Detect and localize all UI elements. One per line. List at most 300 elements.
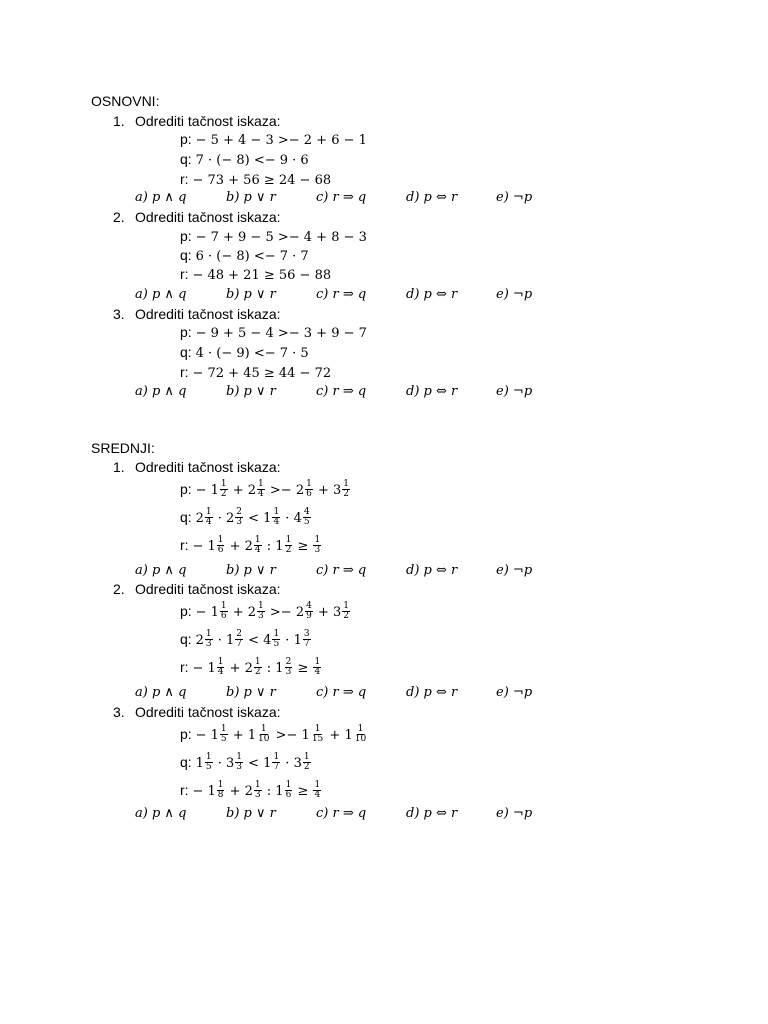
option-b: [226, 806, 276, 821]
fraction-denominator: 5: [273, 638, 280, 649]
statement-q: q: 7 · (− 8) <− 9 · 6: [180, 151, 309, 168]
option-part: ∧: [160, 190, 179, 205]
fraction-denominator: 6: [217, 544, 224, 555]
option-part: r: [451, 190, 458, 205]
fraction-denominator: 4: [217, 666, 224, 677]
fraction-numerator: 1: [260, 723, 267, 734]
fraction-denominator: 4: [205, 516, 212, 527]
option-part: ¬: [512, 685, 524, 700]
fraction-denominator: 4: [254, 544, 261, 555]
option-part: p: [423, 384, 432, 399]
option-part: ⇔: [431, 287, 452, 302]
option-part: ∧: [160, 806, 179, 821]
option-b: [226, 287, 276, 302]
fraction-numerator: 1: [220, 723, 227, 734]
fraction: [235, 508, 243, 527]
option-c: [316, 287, 366, 302]
fraction-denominator: 6: [306, 488, 312, 499]
fraction-denominator: 15: [311, 733, 324, 744]
option-a: [135, 685, 186, 700]
option-part: c): [316, 287, 329, 302]
fraction: [217, 536, 225, 555]
math-term: − 1: [195, 728, 219, 743]
option-part: e): [496, 287, 509, 302]
option-e: [496, 190, 532, 205]
fraction-denominator: 3: [236, 761, 242, 772]
option-part: p: [523, 190, 533, 205]
option-part: ∨: [251, 685, 270, 700]
statement-label: p:: [180, 726, 192, 742]
option-part: a): [135, 190, 148, 205]
option-part: ⇒: [338, 190, 358, 205]
fraction-numerator: 1: [285, 779, 292, 790]
option-part: q: [178, 563, 187, 578]
fraction: [220, 725, 228, 744]
option-c: [316, 685, 366, 700]
option-part: d): [406, 806, 420, 821]
option-part: ∧: [160, 563, 179, 578]
option-part: ∧: [160, 685, 179, 700]
fraction-numerator: 1: [306, 478, 312, 489]
task-number: 3.: [113, 306, 125, 322]
option-a: [135, 287, 186, 302]
fraction: [254, 536, 262, 555]
math-term: − 1: [192, 784, 216, 799]
option-c: [316, 563, 366, 578]
fraction-numerator: 4: [306, 600, 312, 611]
fraction-denominator: 4: [273, 516, 280, 527]
option-part: ⇒: [338, 287, 358, 302]
fraction: [285, 658, 293, 677]
fraction: [313, 536, 321, 555]
option-part: p: [423, 190, 432, 205]
option-part: e): [496, 806, 509, 821]
option-part: p: [423, 287, 432, 302]
fraction-denominator: 7: [236, 638, 242, 649]
statement-q: [180, 507, 312, 527]
option-part: q: [178, 384, 187, 399]
option-part: ¬: [512, 806, 524, 821]
fraction-numerator: 1: [273, 751, 280, 762]
option-part: ∨: [251, 806, 270, 821]
math-term: · 1: [281, 633, 302, 648]
option-part: p: [523, 384, 533, 399]
fraction-numerator: 2: [285, 656, 292, 667]
option-part: r: [332, 806, 339, 821]
fraction-numerator: 1: [205, 628, 212, 639]
option-part: a): [135, 384, 148, 399]
fraction: [257, 725, 270, 744]
math-term: < 1: [244, 756, 272, 771]
option-d: [406, 685, 457, 700]
fraction-denominator: 5: [220, 733, 227, 744]
option-part: b): [226, 287, 240, 302]
fraction-numerator: 2: [236, 628, 242, 639]
section-title-osnovni: OSNOVNI:: [91, 93, 160, 109]
option-part: r: [332, 190, 339, 205]
fraction-denominator: 7: [303, 638, 310, 649]
statement-p: [180, 601, 351, 621]
math-term: : 1: [262, 784, 284, 799]
option-part: p: [243, 190, 252, 205]
option-part: c): [316, 190, 329, 205]
option-part: r: [451, 563, 458, 578]
fraction: [313, 658, 321, 677]
option-part: d): [406, 384, 420, 399]
option-part: p: [243, 806, 252, 821]
task-number: 1.: [113, 113, 125, 129]
section-title-srednji: SREDNJI:: [91, 440, 155, 456]
option-part: ⇒: [338, 806, 358, 821]
math-term: 2: [195, 633, 204, 648]
fraction-denominator: 3: [258, 610, 264, 621]
option-part: a): [135, 685, 148, 700]
math-term: + 3: [313, 605, 342, 620]
fraction-numerator: 2: [236, 506, 242, 517]
option-part: d): [406, 287, 420, 302]
math-term: · 4: [281, 511, 302, 526]
math-term: − 1: [195, 483, 219, 498]
option-b: [226, 384, 276, 399]
math-term: · 3: [281, 756, 302, 771]
statement-label: q:: [180, 509, 192, 525]
option-part: b): [226, 384, 240, 399]
fraction: [235, 630, 243, 649]
option-part: c): [316, 806, 329, 821]
task-title: Odrediti tačnost iskaza:: [135, 581, 281, 597]
fraction: [311, 725, 324, 744]
fraction-numerator: 1: [273, 506, 280, 517]
statement-p: [180, 479, 351, 499]
statement-label: r:: [180, 537, 189, 553]
fraction-numerator: 1: [220, 478, 227, 489]
task-title: Odrediti tačnost iskaza:: [135, 209, 281, 225]
option-part: ∧: [160, 287, 179, 302]
option-part: ⇒: [338, 563, 358, 578]
option-part: d): [406, 190, 420, 205]
fraction-numerator: 1: [258, 600, 264, 611]
option-part: ⇔: [431, 190, 452, 205]
math-term: >− 1: [271, 728, 310, 743]
option-a: [135, 806, 186, 821]
fraction: [254, 781, 262, 800]
option-part: d): [406, 685, 420, 700]
statement-p: [180, 724, 368, 744]
option-part: p: [243, 384, 252, 399]
math-term: : 1: [262, 539, 284, 554]
math-term: 2: [195, 511, 204, 526]
fraction: [303, 508, 311, 527]
option-part: p: [523, 685, 533, 700]
fraction-denominator: 2: [285, 544, 292, 555]
option-part: q: [357, 190, 367, 205]
option-part: d): [406, 563, 420, 578]
fraction-denominator: 10: [354, 733, 367, 744]
fraction-numerator: 1: [258, 478, 264, 489]
task-title: Odrediti tačnost iskaza:: [135, 704, 281, 720]
fraction: [285, 781, 293, 800]
option-part: p: [243, 563, 252, 578]
fraction-numerator: 1: [314, 779, 321, 790]
option-part: p: [423, 685, 432, 700]
option-e: [496, 685, 532, 700]
option-part: ⇔: [431, 563, 452, 578]
option-part: b): [226, 806, 240, 821]
fraction-denominator: 7: [273, 761, 280, 772]
statement-r: [180, 657, 322, 677]
option-part: ¬: [512, 563, 524, 578]
math-term: 1: [195, 756, 204, 771]
statement-r: r: − 48 + 21 ≥ 56 − 88: [180, 266, 332, 283]
fraction-numerator: 1: [254, 534, 261, 545]
task-title: Odrediti tačnost iskaza:: [135, 306, 281, 322]
option-b: [226, 563, 276, 578]
option-a: [135, 384, 186, 399]
math-term: + 2: [228, 605, 257, 620]
option-part: r: [451, 806, 458, 821]
fraction-numerator: 1: [357, 723, 364, 734]
option-d: [406, 563, 457, 578]
option-part: p: [151, 806, 161, 821]
fraction-numerator: 1: [343, 600, 350, 611]
fraction: [354, 725, 367, 744]
option-a: [135, 563, 186, 578]
fraction-numerator: 1: [205, 751, 212, 762]
fraction-numerator: 1: [217, 656, 224, 667]
statement-label: r:: [180, 782, 189, 798]
option-part: r: [332, 563, 339, 578]
fraction-numerator: 3: [303, 628, 310, 639]
option-part: a): [135, 563, 148, 578]
fraction-numerator: 1: [314, 656, 321, 667]
option-part: ⇒: [338, 685, 358, 700]
fraction-denominator: 3: [236, 516, 242, 527]
option-part: p: [243, 685, 252, 700]
fraction-denominator: 6: [285, 789, 292, 800]
option-part: r: [269, 287, 276, 302]
fraction-numerator: 4: [303, 506, 310, 517]
option-part: ⇔: [431, 384, 452, 399]
fraction: [205, 508, 213, 527]
fraction-denominator: 2: [343, 610, 350, 621]
statement-p: p: − 9 + 5 − 4 >− 3 + 9 − 7: [180, 324, 367, 341]
task-number: 3.: [113, 704, 125, 720]
option-part: q: [357, 287, 367, 302]
option-part: p: [523, 287, 533, 302]
task-number: 1.: [113, 459, 125, 475]
option-c: [316, 190, 366, 205]
option-part: e): [496, 685, 509, 700]
fraction: [272, 630, 280, 649]
fraction: [272, 753, 280, 772]
fraction-denominator: 4: [314, 789, 321, 800]
option-e: [496, 384, 532, 399]
fraction: [303, 753, 311, 772]
fraction: [257, 480, 265, 499]
option-b: [226, 685, 276, 700]
option-d: [406, 384, 457, 399]
math-term: − 1: [192, 661, 216, 676]
fraction-denominator: 9: [306, 610, 312, 621]
fraction: [205, 753, 213, 772]
fraction-denominator: 3: [254, 789, 261, 800]
math-term: + 2: [225, 661, 253, 676]
math-term: >− 2: [265, 605, 305, 620]
option-part: r: [451, 685, 458, 700]
fraction-denominator: 2: [254, 666, 261, 677]
option-part: p: [151, 190, 161, 205]
fraction: [254, 658, 262, 677]
fraction-numerator: 1: [220, 600, 227, 611]
math-term: + 2: [228, 483, 257, 498]
fraction-numerator: 1: [273, 628, 280, 639]
option-part: q: [178, 685, 187, 700]
fraction: [285, 536, 293, 555]
option-part: p: [523, 563, 533, 578]
fraction-numerator: 1: [217, 779, 224, 790]
option-a: [135, 190, 186, 205]
option-part: r: [269, 384, 276, 399]
fraction-denominator: 3: [205, 638, 212, 649]
fraction-denominator: 6: [220, 610, 227, 621]
math-term: + 2: [225, 784, 253, 799]
math-term: · 2: [213, 511, 235, 526]
option-part: b): [226, 563, 240, 578]
task-title: Odrediti tačnost iskaza:: [135, 113, 281, 129]
option-b: [226, 190, 276, 205]
option-part: ⇔: [431, 685, 452, 700]
fraction-denominator: 3: [314, 544, 321, 555]
statement-label: q:: [180, 754, 192, 770]
math-term: ≥: [293, 539, 313, 554]
statement-q: q: 4 · (− 9) <− 7 · 5: [180, 344, 309, 361]
math-term: + 1: [325, 728, 353, 743]
option-part: q: [357, 685, 367, 700]
fraction: [217, 781, 225, 800]
statement-r: r: − 72 + 45 ≥ 44 − 72: [180, 364, 332, 381]
option-part: q: [357, 563, 367, 578]
math-term: + 1: [228, 728, 257, 743]
option-part: b): [226, 190, 240, 205]
math-term: ≥: [293, 784, 313, 799]
option-part: p: [523, 806, 533, 821]
option-part: ∨: [251, 384, 270, 399]
fraction-numerator: 1: [254, 779, 261, 790]
option-part: ∨: [251, 190, 270, 205]
fraction-numerator: 1: [343, 478, 350, 489]
option-part: r: [451, 287, 458, 302]
option-part: ∨: [251, 287, 270, 302]
math-term: − 1: [195, 605, 219, 620]
option-d: [406, 287, 457, 302]
option-part: r: [451, 384, 458, 399]
fraction: [305, 480, 313, 499]
statement-r: [180, 780, 322, 800]
fraction-denominator: 2: [343, 488, 350, 499]
fraction-denominator: 4: [258, 488, 264, 499]
fraction-numerator: 1: [285, 534, 292, 545]
option-part: q: [178, 806, 187, 821]
fraction: [303, 630, 311, 649]
statement-label: p:: [180, 603, 192, 619]
fraction-denominator: 5: [205, 761, 212, 772]
statement-p: p: − 7 + 9 − 5 >− 4 + 8 − 3: [180, 228, 367, 245]
fraction: [220, 602, 228, 621]
math-term: ≥: [293, 661, 313, 676]
option-part: ¬: [512, 287, 524, 302]
fraction-numerator: 1: [314, 534, 321, 545]
math-term: >− 2: [265, 483, 305, 498]
statement-r: r: − 73 + 56 ≥ 24 − 68: [180, 171, 332, 188]
option-d: [406, 190, 457, 205]
statement-r: [180, 535, 322, 555]
option-e: [496, 563, 532, 578]
option-part: q: [178, 287, 187, 302]
statement-q: [180, 752, 312, 772]
task-number: 2.: [113, 581, 125, 597]
fraction: [272, 508, 280, 527]
option-part: ⇔: [431, 806, 452, 821]
option-part: r: [269, 685, 276, 700]
option-part: ¬: [512, 384, 524, 399]
statement-p: p: − 5 + 4 − 3 >− 2 + 6 − 1: [180, 131, 367, 148]
fraction: [205, 630, 213, 649]
statement-q: [180, 629, 312, 649]
option-part: p: [151, 563, 161, 578]
option-part: r: [332, 384, 339, 399]
option-part: ∧: [160, 384, 179, 399]
fraction-numerator: 1: [254, 656, 261, 667]
math-term: + 2: [225, 539, 253, 554]
fraction-numerator: 1: [314, 723, 321, 734]
fraction: [217, 658, 225, 677]
option-part: r: [269, 563, 276, 578]
option-part: p: [423, 806, 432, 821]
option-part: e): [496, 563, 509, 578]
option-part: p: [151, 685, 161, 700]
fraction-denominator: 10: [258, 733, 270, 744]
fraction-denominator: 3: [285, 666, 292, 677]
option-part: ¬: [512, 190, 524, 205]
fraction-numerator: 1: [205, 506, 212, 517]
statement-label: q:: [180, 631, 192, 647]
option-e: [496, 806, 532, 821]
option-part: c): [316, 563, 329, 578]
fraction: [220, 480, 228, 499]
math-term: < 4: [244, 633, 272, 648]
option-part: r: [269, 190, 276, 205]
fraction-numerator: 1: [303, 751, 310, 762]
option-c: [316, 806, 366, 821]
fraction: [305, 602, 313, 621]
option-part: e): [496, 384, 509, 399]
option-part: c): [316, 384, 329, 399]
option-part: r: [269, 806, 276, 821]
option-part: c): [316, 685, 329, 700]
option-part: e): [496, 190, 509, 205]
task-title: Odrediti tačnost iskaza:: [135, 459, 281, 475]
statement-q: q: 6 · (− 8) <− 7 · 7: [180, 247, 309, 264]
option-part: p: [151, 384, 161, 399]
fraction: [342, 602, 350, 621]
math-term: · 3: [213, 756, 235, 771]
option-part: q: [357, 806, 367, 821]
fraction-denominator: 8: [217, 789, 224, 800]
option-d: [406, 806, 457, 821]
math-term: + 3: [313, 483, 342, 498]
option-part: b): [226, 685, 240, 700]
fraction: [235, 753, 243, 772]
